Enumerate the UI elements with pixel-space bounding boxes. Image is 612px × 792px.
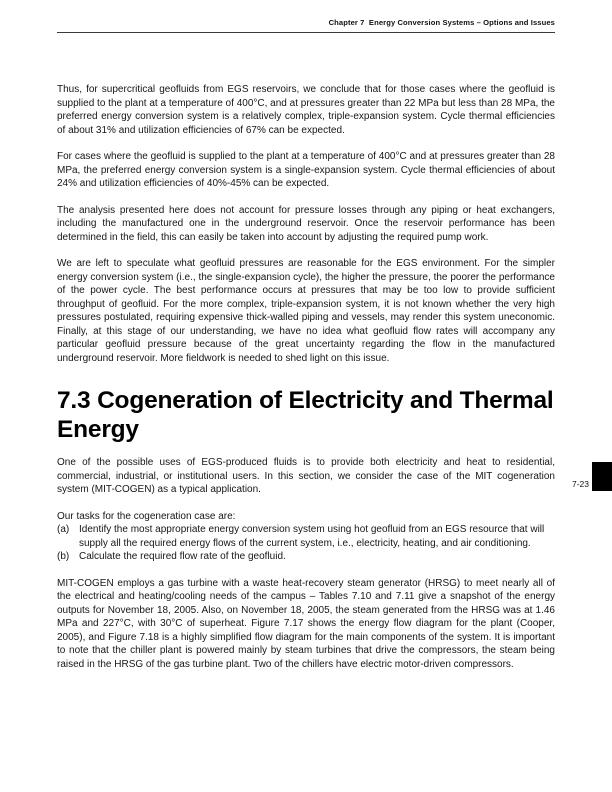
list-item [57, 550, 555, 564]
list-item-text: Identify the most appropriate energy conversion system using hot geofluid from an EGS resource that will supply all the required energy flows of the current system, i.e., electricity, heating, and air conditioning. [79, 524, 545, 549]
paragraph: For cases where the geofluid is supplied to the plant at a temperature of 400°C and at pressures greater than 28 MPa, the preferred energy conversion system is a single-expansion system. Cycle thermal efficiencies of about 24% and utilization efficiencies of 40%-45% can be expected. [57, 151, 555, 189]
tasks-intro: Our tasks for the cogeneration case are: [57, 510, 236, 522]
running-header: Chapter 7 Energy Conversion Systems – Options and Issues [328, 18, 555, 27]
tasks-list [57, 510, 555, 564]
section-heading: 7.3 Cogeneration of Electricity and Thermal Energy [57, 387, 554, 443]
paragraph: Thus, for supercritical geofluids from EGS reservoirs, we conclude that for those cases where the geofluid is supplied to the plant at a temperature of 400°C, and at pressures greater than 22 MPa but less than 28 MPa, the preferred energy conversion system is a relatively complex, triple-expansion system. Cycle thermal efficiencies of about 31% and utilization efficiencies of 67% can be expected. [57, 84, 555, 136]
page-body [57, 83, 555, 671]
paragraph: The analysis presented here does not account for pressure losses through any piping or heat exchangers, including the manufactured one in the underground reservoir. Once the reservoir performance has been determined in the field, this can easily be taken into account by adjusting the required pump work. [57, 204, 555, 243]
chapter-edge-tab [592, 462, 612, 491]
header-rule [57, 32, 555, 33]
paragraph: We are left to speculate what geofluid pressures are reasonable for the EGS environment. For the simpler energy conversion system (i.e., the single-expansion cycle), the higher the pressure, the poorer the performance of the power cycle. The best performance occurs at pressures that may be too low to provide sufficient throughput of geofluid. For the more complex, triple-expansion system, it is not known whether the very high pressures postulated, requiring expensive thick-walled piping and vessels, may render this system uneconomic. Finally, at this stage of our understanding, we have no idea what geofluid flow rates will accompany any particular geofluid pressure because of the great uncertainty regarding the flow in the manufactured underground reservoir. More fieldwork is needed to shed light on this issue. [57, 258, 555, 364]
page-number: 7-23 [571, 479, 589, 489]
list-item [57, 523, 555, 550]
paragraph: One of the possible uses of EGS-produced fluids is to provide both electricity and heat to residential, commercial, industrial, or institutional users. In this section, we consider the case of the MIT cogeneration system (MIT-COGEN) as a typical application. [57, 457, 555, 495]
list-item-text: Calculate the required flow rate of the geofluid. [79, 551, 286, 562]
list-item-label: (a) [57, 524, 70, 535]
paragraph: MIT-COGEN employs a gas turbine with a waste heat-recovery steam generator (HRSG) to meet nearly all of the electrical and heating/cooling needs of the campus – Tables 7.10 and 7.11 give a snapshot of the energy outputs for November 18, 2005. Also, on November 18, 2005, the steam generated from the HRSG was at 1.46 MPa and 227°C, with 30°C of superheat. Figure 7.17 shows the energy flow diagram for the plant (Cooper, 2005), and Figure 7.18 is a highly simplified flow diagram for the main components of the system. It is important to note that the chiller plant is powered mainly by steam turbines that drive the compressors, the steam being raised in the HRSG of the gas turbine plant. Two of the chillers have electric motor-driven compressors. [57, 577, 555, 670]
list-item-label: (b) [57, 551, 70, 562]
